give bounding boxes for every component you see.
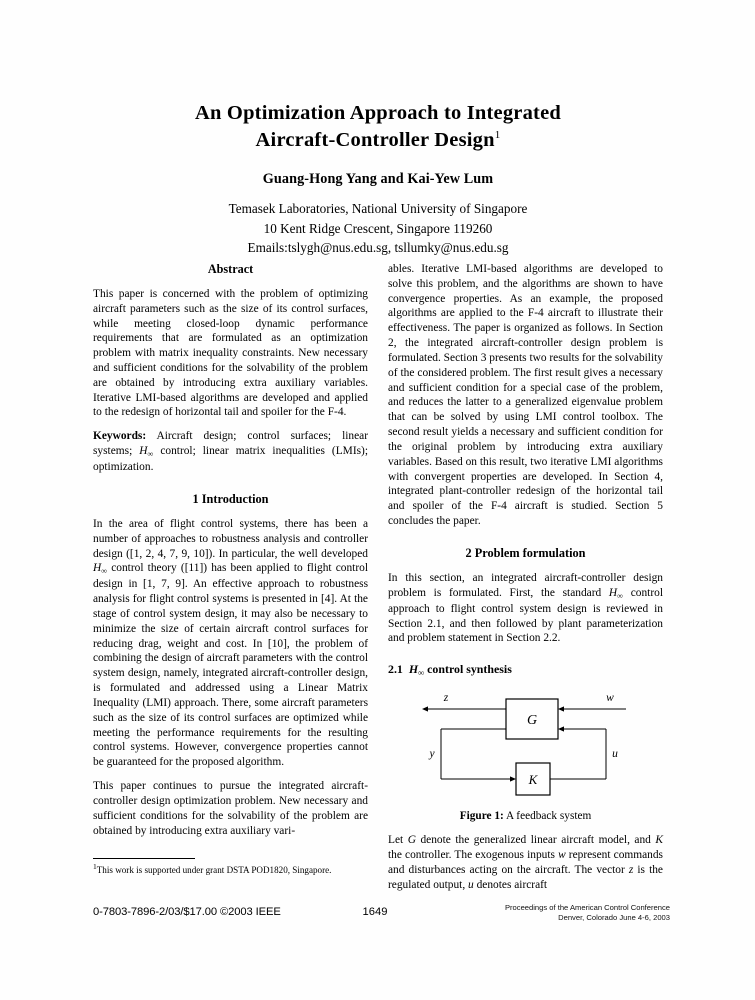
title-block (93, 100, 663, 258)
af-part-b: denote the generalized linear aircraft model, and (415, 834, 656, 847)
keywords-label: Keywords: (93, 430, 147, 443)
af-math-z: z (628, 864, 634, 876)
title-footnote-marker: 1 (494, 129, 501, 142)
af-part-c: the controller. The exogenous inputs (388, 849, 559, 862)
pf-math-h: H (608, 586, 618, 599)
conference-name: Proceedings of the American Control Conference (504, 903, 670, 912)
figure-caption-text: A feedback system (503, 809, 592, 822)
arrow-y-into-k (510, 776, 516, 781)
affiliation-line-1: Temasek Laboratories, National University of Singapore (228, 201, 528, 217)
right-column (388, 262, 663, 902)
problem-formulation-paragraph (388, 571, 663, 646)
affiliation (93, 199, 663, 258)
section-heading-introduction: 1 Introduction (192, 491, 269, 506)
footer-page-number: 1649 (362, 906, 388, 918)
pf-part-a: In this section, an integrated aircraft-controller design problem is formulated. First, the standard (388, 571, 663, 599)
signal-label-y: y (429, 747, 435, 760)
figure-1-caption (388, 809, 663, 824)
block-g-label: G (526, 712, 538, 728)
subsection-heading-2-1 (388, 662, 663, 679)
intro-paragraph-2: This paper continues to pursue the integrated aircraft-controller design optimization problem. New necessary and sufficient conditions for the solvability of the problem are obtained by introducing extra auxiliary vari- (93, 780, 368, 837)
signal-label-z: z (443, 691, 449, 704)
arrow-w-into-g (558, 706, 564, 711)
authors: Guang-Hong Yang and Kai-Yew Lum (262, 171, 494, 188)
abstract-heading: Abstract (207, 262, 254, 276)
page-title (93, 100, 663, 154)
pf-math-sub: ∞ (617, 591, 623, 601)
intro-math-h: H (93, 562, 102, 575)
pf-part-b: control approach to flight control system design is reviewed in Section 2.1, and then followed by plant parameterization and problem statement in Section 2.2. (388, 586, 663, 645)
keywords-math-sub: ∞ (147, 449, 154, 459)
keywords-text-before: Aircraft design; control surfaces; linear systems; (93, 430, 368, 458)
abstract-body: This paper is concerned with the problem of optimizing aircraft parameters such as the size of its control surfaces, while meeting closed-loop dynamic performance requirements that are formulated as an optimization problem with matrix inequality constraints. New necessary and sufficient conditions for the solvability of the problem are obtained by introducing extra auxiliary variables. Iterative LMI-based algorithms are developed and applied to the redesign of horizontal tail and spoiler for the F-4. (93, 287, 368, 419)
af-math-g: G (407, 834, 416, 847)
keywords-math-h: H (139, 445, 148, 458)
af-math-w: w (558, 849, 566, 862)
affiliation-emails: Emails:tslygh@nus.edu.sg, tsllumky@nus.edu.sg (247, 240, 509, 256)
af-part-a: Let (388, 834, 408, 847)
figure-caption-label: Figure 1: (459, 809, 504, 822)
footnote-text: This work is supported under grant DSTA POD1820, Singapore. (96, 865, 332, 876)
af-part-e: is the regulated output, (388, 864, 663, 891)
affiliation-line-2: 10 Kent Ridge Crescent, Singapore 119260 (263, 220, 493, 236)
intro-p1-part-b: control theory ([11]) has been applied to flight control design in [1, 7, 9]. An effective approach to robustness analysis for flight control systems is presented in [4]. At the stage of control system design, it may also be necessary to minimize the size of certain aircraft control surfaces for reducing drag, weight and cost. In [10], the problem of combining the design of aircraft parameters with the control system design, namely, integrated aircraft-controller design, is formulated and addressed using a Linear Matrix Inequality (LMI) approach. There, some aircraft parameters such as the size of its control surfaces are optimized while meeting the performance requirements for the resulting control systems. However, convergence properties cannot be guaranteed for the proposed algorithm. (93, 562, 368, 769)
keywords-paragraph (93, 429, 368, 475)
af-part-f: denotes aircraft (473, 878, 548, 891)
subsec-title: control synthesis (427, 662, 512, 677)
subsec-math-h: H (408, 662, 419, 677)
footer-conference (505, 903, 670, 923)
intro-math-sub: ∞ (101, 566, 108, 576)
af-part-d: represent commands and disturbances acting on the aircraft. The vector (388, 849, 663, 876)
keywords-text-after: control; linear matrix inequalities (LMIs); optimization. (93, 445, 368, 474)
block-k-label: K (528, 771, 538, 787)
footer-copyright: 0-7803-7896-2/03/$17.00 ©2003 IEEE (93, 906, 281, 918)
title-line-1: An Optimization Approach to Integrated (195, 102, 561, 124)
subsec-math-sub: ∞ (418, 667, 425, 678)
arrow-u-into-g (558, 726, 564, 731)
arrow-z-out (422, 706, 428, 711)
conference-location-date: Denver, Colorado June 4-6, 2003 (558, 913, 670, 923)
af-math-u: u (468, 878, 474, 891)
feedback-system-diagram (388, 687, 663, 805)
footnote (93, 862, 368, 876)
intro-p1-part-a: In the area of flight control systems, there has been a number of approaches to robustness analysis and controller design ([1, 2, 4, 7, 9, 10]). In particular, the well developed (93, 517, 368, 560)
subsec-number: 2.1 (388, 662, 403, 677)
left-column (93, 262, 368, 838)
title-line-2: Aircraft-Controller Design (255, 129, 495, 152)
section-heading-problem-formulation: 2 Problem formulation (465, 545, 586, 560)
intro-paragraph-1 (93, 517, 368, 770)
footnote-rule (93, 858, 195, 859)
footnote-marker: 1 (93, 862, 97, 871)
af-math-k: K (655, 834, 663, 847)
figure-1 (388, 687, 663, 805)
continued-paragraph: ables. Iterative LMI-based algorithms are developed to solve this problem, and the algorithms are shown to have convergence properties. As an example, the proposed algorithms are applied to the F-4 aircraft to illustrate their effectiveness. The paper is organized as follows. In Section 2, the integrated aircraft-controller design problem is formulated. Section 3 presents two results for the solvability of the considered problem. The first result gives a necessary and sufficient condition for a special case of the problem, and reduces the latter to a generalized eigenvalue problem that can be solved by using LMI control toolbox. The second result yields a necessary and sufficient condition for the original problem by introducing extra auxiliary variables. Based on this result, two iterative LMI algorithms with convergent properties are developed. In Section 4, integrated plant-controller redesign of the horizontal tail and spoiler of the F-4 aircraft is studied. Section 5 concludes the paper. (388, 263, 663, 528)
signal-label-w: w (606, 691, 614, 704)
signal-label-u: u (612, 747, 618, 760)
after-figure-paragraph (388, 833, 663, 892)
